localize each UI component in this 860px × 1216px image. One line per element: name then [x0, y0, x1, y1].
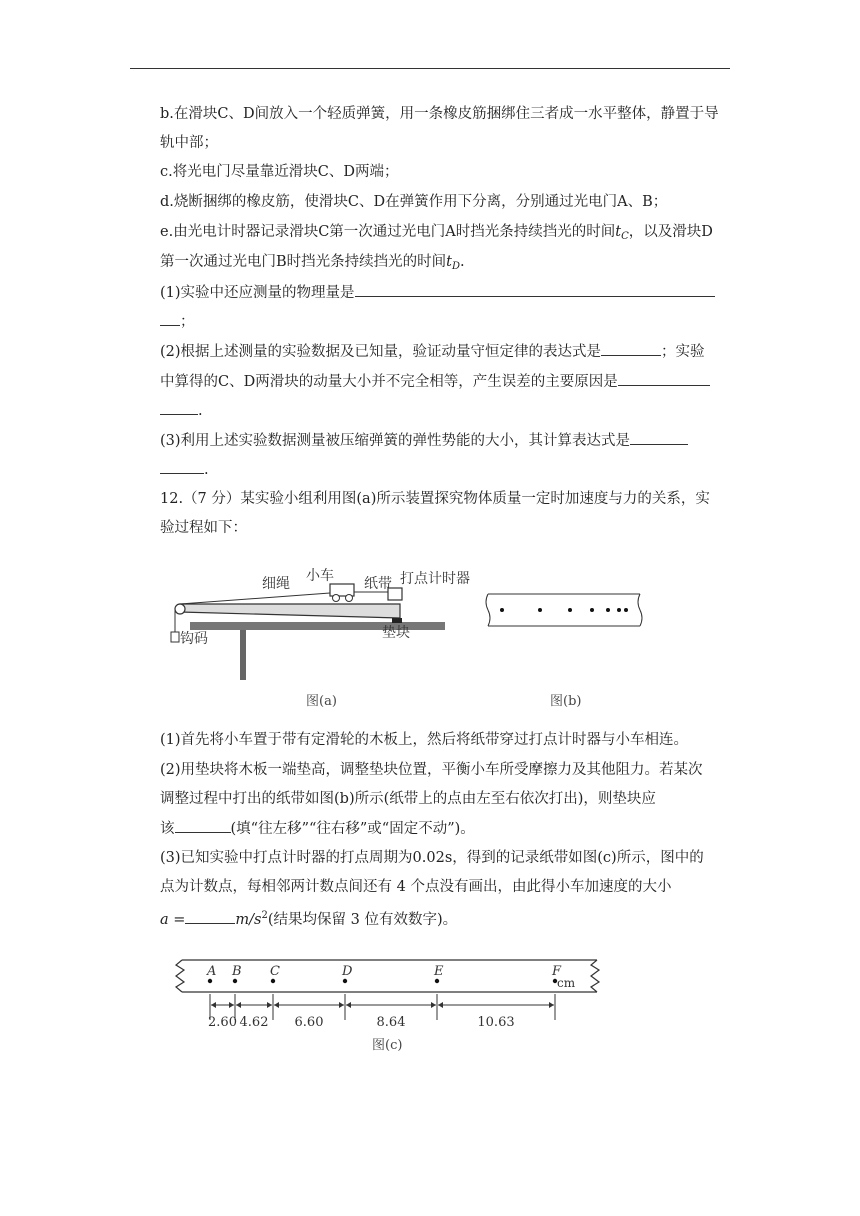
- cart-wheel-2: [346, 595, 353, 602]
- step-12-1: (1)首先将小车置于带有定滑轮的木板上，然后将纸带穿过打点计时器与小车相连。: [160, 732, 689, 748]
- distance-label: 8.64: [376, 1015, 406, 1030]
- tape-dot: [590, 608, 594, 612]
- label-block: 垫块: [382, 625, 410, 641]
- step-b-line1: b.在滑块C、D间放入一个轻质弹簧，用一条橡皮筋捆绑住三者成一水平整体，静置于导: [160, 106, 719, 122]
- unit-label: cm: [557, 976, 576, 990]
- answer-blank-1[interactable]: [355, 282, 715, 297]
- question-2-end: .: [160, 400, 203, 421]
- step-e-line2: 第一次通过光电门B时挡光条持续挡光的时间$t_D$.: [160, 254, 465, 272]
- tape-dot: [568, 608, 572, 612]
- problem-12-line1: 12.（7 分）某实验小组利用图(a)所示装置探究物体质量一定时加速度与力的关系，实: [160, 491, 710, 507]
- point-label-E: E: [434, 964, 444, 979]
- dimension-arrow: [267, 1002, 272, 1008]
- tape-dot: [624, 608, 628, 612]
- answer-blank-6[interactable]: [185, 909, 235, 924]
- answer-blank-3[interactable]: [618, 371, 710, 386]
- answer-blank-2[interactable]: [601, 341, 661, 356]
- dimension-arrow: [236, 1002, 241, 1008]
- figure-b-caption: 图(b): [550, 694, 582, 709]
- count-point-E: [435, 979, 439, 983]
- step-12-3-line3: $a = m/s^2$(结果均保留 3 位有效数字)。: [160, 910, 458, 928]
- step-12-2-line2: 调整过程中打出的纸带如图(b)所示(纸带上的点由左至右依次打出)，则垫块应: [160, 791, 656, 807]
- inclined-board: [180, 604, 400, 618]
- label-timer: 打点计时器: [400, 571, 470, 587]
- question-2-line2: 中算得的C、D两滑块的动量大小并不完全相等，产生误差的主要原因是: [160, 371, 710, 392]
- answer-blank-1-cont[interactable]: [160, 311, 180, 326]
- label-tape: 纸带: [364, 576, 392, 592]
- distance-label: 4.62: [239, 1015, 269, 1030]
- string: [180, 593, 330, 604]
- label-weight: 钩码: [180, 631, 208, 647]
- header-rule: [130, 68, 730, 69]
- distance-label: 2.60: [208, 1015, 237, 1030]
- step-12-2-line3: 该 (填“往左移”“往右移”或“固定不动”)。: [160, 818, 475, 839]
- step-12-3-line2: 点为计数点，每相邻两计数点间还有 4 个点没有画出，由此得小车加速度的大小: [160, 879, 672, 895]
- distance-label: 6.60: [294, 1015, 324, 1030]
- point-label-C: C: [270, 964, 280, 979]
- table-leg: [240, 630, 246, 680]
- dimension-arrow: [431, 1002, 436, 1008]
- cart: [330, 584, 354, 596]
- question-3-end: .: [160, 459, 209, 480]
- hook-weight: [171, 632, 179, 642]
- label-rope: 细绳: [262, 576, 290, 592]
- dimension-arrow: [549, 1002, 554, 1008]
- dimension-arrow: [211, 1002, 216, 1008]
- question-1: (1)实验中还应测量的物理量是: [160, 282, 715, 303]
- question-3: (3)利用上述实验数据测量被压缩弹簧的弹性势能的大小，其计算表达式是: [160, 430, 688, 451]
- step-b-line2: 轨中部；: [160, 135, 218, 151]
- dimension-arrow: [339, 1002, 344, 1008]
- count-point-D: [343, 979, 347, 983]
- distance-label: 10.63: [477, 1015, 515, 1030]
- answer-blank-3-cont[interactable]: [160, 400, 198, 415]
- question-1-end: ；: [160, 311, 195, 332]
- point-label-A: A: [207, 964, 217, 979]
- point-label-D: D: [342, 964, 353, 979]
- answer-blank-5[interactable]: [175, 818, 231, 833]
- answer-blank-4-cont[interactable]: [160, 459, 204, 474]
- step-12-3-line1: (3)已知实验中打点计时器的打点周期为0.02s，得到的记录纸带如图(c)所示，图中的: [160, 850, 704, 866]
- dimension-arrow: [274, 1002, 279, 1008]
- point-label-B: B: [232, 964, 242, 979]
- point-label-F: F: [552, 964, 562, 979]
- answer-blank-4[interactable]: [630, 430, 688, 445]
- count-point-C: [271, 979, 275, 983]
- tape-dot: [606, 608, 610, 612]
- question-2-line1: (2)根据上述测量的实验数据及已知量，验证动量守恒定律的表达式是 ；实验: [160, 341, 705, 362]
- dimension-arrow: [438, 1002, 443, 1008]
- count-point-B: [233, 979, 237, 983]
- label-cart: 小车: [306, 568, 334, 584]
- step-c: c.将光电门尽量靠近滑块C、D两端；: [160, 164, 399, 180]
- figure-c-caption: 图(c): [372, 1038, 403, 1053]
- figure-b-tape: [480, 590, 650, 630]
- dimension-arrow: [346, 1002, 351, 1008]
- problem-12-line2: 验过程如下：: [160, 520, 247, 536]
- cart-wheel-1: [333, 595, 340, 602]
- pulley: [175, 604, 185, 614]
- step-d: d.烧断捆绑的橡皮筋，使滑块C、D在弹簧作用下分离，分别通过光电门A、B；: [160, 194, 668, 210]
- step-12-2-line1: (2)用垫块将木板一端垫高，调整垫块位置，平衡小车所受摩擦力及其他阻力。若某次: [160, 762, 703, 778]
- tape-dot: [617, 608, 621, 612]
- step-e-line1: e.由光电计时器记录滑块C第一次通过光电门A时挡光条持续挡光的时间$t_C$，以及滑块D: [160, 224, 713, 242]
- dimension-arrow: [229, 1002, 234, 1008]
- figure-a-caption: 图(a): [306, 694, 337, 709]
- count-point-A: [208, 979, 212, 983]
- tape-dot: [538, 608, 542, 612]
- tape-dot: [500, 608, 504, 612]
